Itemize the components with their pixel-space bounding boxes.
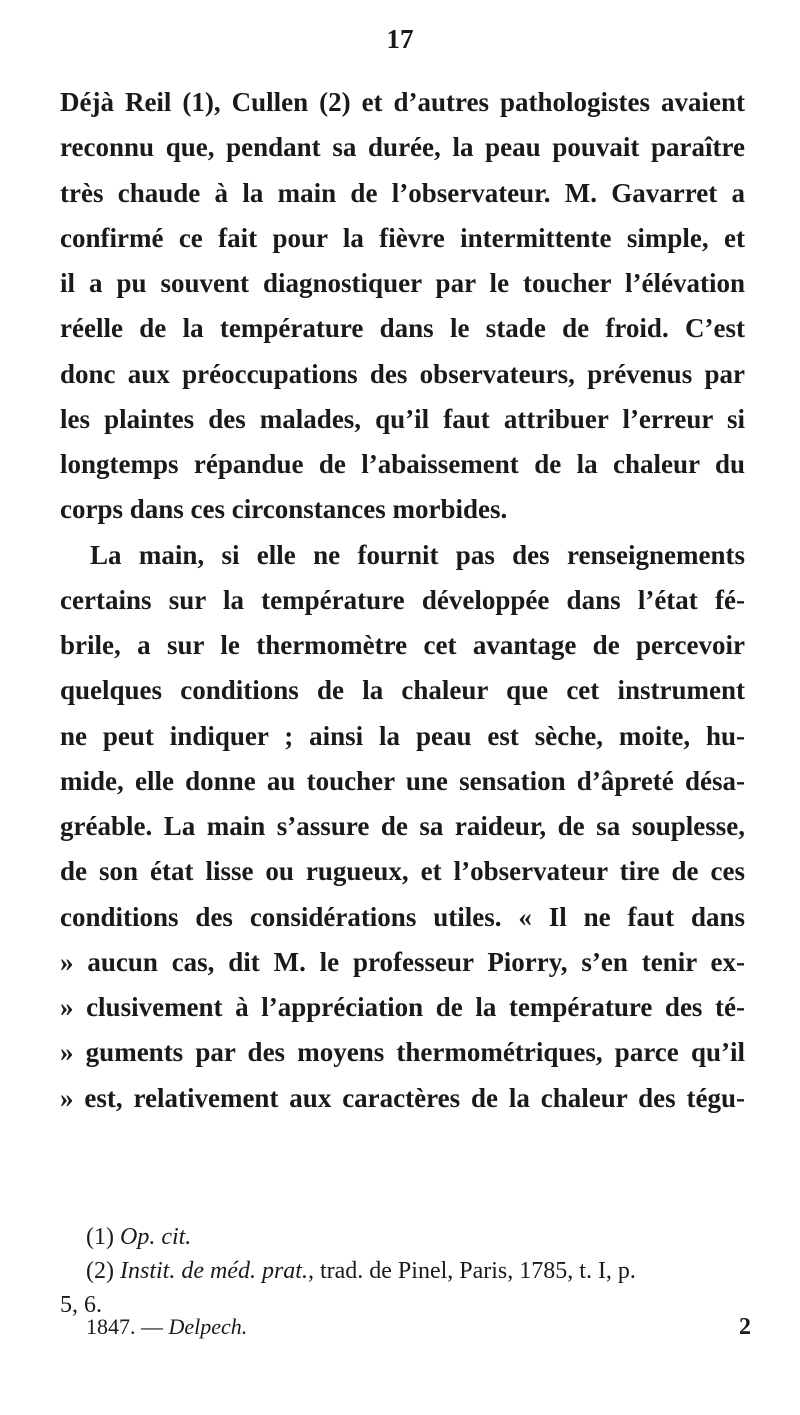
footnote-1 [60, 1220, 745, 1254]
text-line: mide, elle donne au toucher une sensation d’âpreté désa- [60, 765, 745, 796]
text-line: » guments par des moyens thermométriques, parce qu’il [60, 1037, 745, 1068]
text-line: » est, relativement aux caractères de la chaleur des tégu- [60, 1082, 745, 1113]
sheet-number: 2 [739, 1314, 751, 1340]
text-line: conditions des considérations utiles. « Il ne faut dans [60, 901, 745, 932]
text-line: très chaude à la main de l’observateur. M. Gavarret a [60, 177, 745, 208]
footnote-title: Instit. de méd. prat. [119, 1258, 308, 1284]
signature-author: Delpech. [168, 1314, 248, 1339]
text-line: de son état lisse ou rugueux, et l’observateur tire de ces [60, 856, 745, 887]
text-line: ne peut indiquer ; ainsi la peau est sèche, moite, hu- [60, 720, 745, 751]
text-line: La main, si elle ne fournit pas des renseignements [90, 539, 745, 570]
text-line: » aucun cas, dit M. le professeur Piorry, s’en tenir ex- [60, 946, 745, 977]
footnotes [60, 1220, 745, 1322]
text-line: réelle de la température dans le stade de froid. C’est [60, 313, 745, 344]
text-line: » clusivement à l’appréciation de la température des té- [60, 992, 745, 1022]
page-number: 17 [386, 24, 414, 54]
body-text [60, 80, 745, 1121]
footnote-title: Op. cit. [119, 1224, 192, 1250]
text-line: certains sur la température développée dans l’état fé- [60, 584, 745, 615]
text-line: gréable. La main s’assure de sa raideur, de sa souplesse, [60, 811, 745, 841]
footnote-text: , trad. de Pinel, Paris, 1785, t. I, p. [307, 1258, 636, 1284]
text-line: Déjà Reil (1), Cullen (2) et d’autres pathologistes avaient [60, 87, 745, 117]
printer-signature [86, 1310, 751, 1344]
signature-left [86, 1310, 247, 1344]
footnote-2-continuation: 5, 6. [60, 1292, 102, 1318]
text-line: donc aux préoccupations des observateurs, prévenus par [60, 358, 745, 389]
text-line: quelques conditions de la chaleur que cet instrument [60, 675, 745, 706]
footnote-marker: (1) [86, 1224, 114, 1250]
footnote-marker: (2) [86, 1258, 114, 1284]
text-line: reconnu que, pendant sa durée, la peau pouvait paraître [60, 132, 745, 163]
signature-year: 1847. — [86, 1314, 163, 1339]
text-line: corps dans ces circonstances morbides. [60, 494, 508, 525]
text-line: confirmé ce fait pour la fièvre intermittente simple, et [60, 222, 745, 253]
text-line: longtemps répandue de l’abaissement de la chaleur du [60, 449, 745, 479]
text-line: les plaintes des malades, qu’il faut attribuer l’erreur si [60, 403, 745, 434]
footnote-2 [60, 1254, 745, 1288]
text-line: il a pu souvent diagnostiquer par le toucher l’élévation [60, 268, 745, 298]
text-line: brile, a sur le thermomètre cet avantage de percevoir [60, 630, 745, 660]
